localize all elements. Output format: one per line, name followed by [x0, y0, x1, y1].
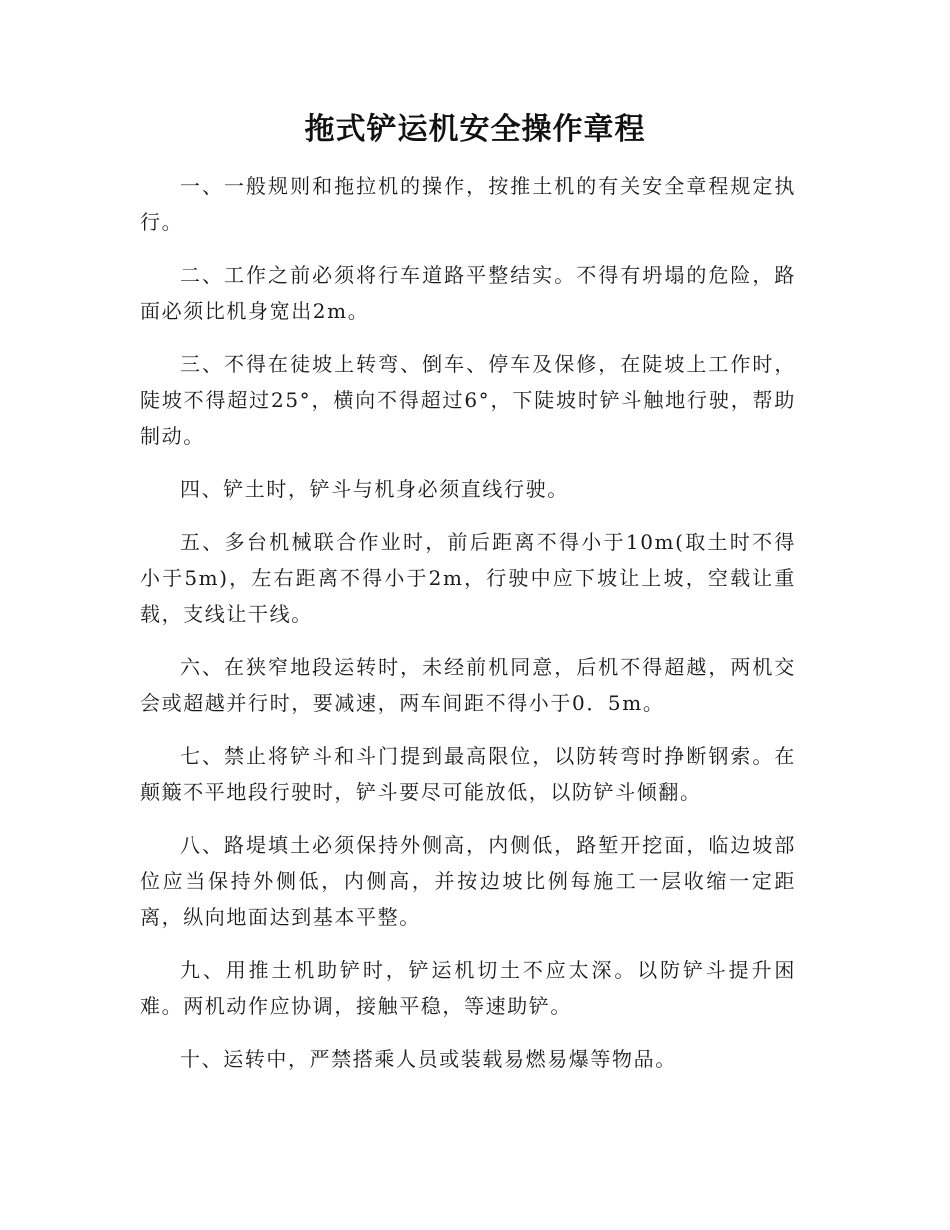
- paragraph-1: 一、一般规则和拖拉机的操作，按推土机的有关安全章程规定执行。: [140, 174, 796, 234]
- paragraph-7: 七、禁止将铲斗和斗门提到最高限位，以防转弯时挣断钢索。在颠簸不平地段行驶时，铲斗要尽可能放低，以防铲斗倾翻。: [140, 744, 796, 804]
- paragraph-3: 三、不得在徒坡上转弯、倒车、停车及保修，在陡坡上工作时，陡坡不得超过25°，横向不得超过6°，下陡坡时铲斗触地行驶，帮助制动。: [140, 352, 796, 448]
- paragraph-5: 五、多台机械联合作业时，前后距离不得小于10m(取土时不得小于5m)，左右距离不得小于2m，行驶中应下坡让上坡，空载让重载，支线让干线。: [140, 530, 796, 626]
- paragraph-2: 二、工作之前必须将行车道路平整结实。不得有坍塌的危险，路面必须比机身宽出2m。: [140, 263, 796, 323]
- document-body: [140, 168, 796, 1094]
- paragraph-8: 八、路堤填土必须保持外侧高，内侧低，路堑开挖面，临边坡部位应当保持外侧低，内侧高，并按边坡比例每施工一层收缩一定距离，纵向地面达到基本平整。: [140, 833, 796, 929]
- paragraph-4: 四、铲土时，铲斗与机身必须直线行驶。: [180, 477, 569, 501]
- paragraph-6: 六、在狭窄地段运转时，未经前机同意，后机不得超越，两机交会或超越并行时，要减速，两车间距不得小于0．5m。: [140, 655, 796, 715]
- paragraph-9: 九、用推土机助铲时，铲运机切土不应太深。以防铲斗提升困难。两机动作应协调，接触平稳，等速助铲。: [140, 958, 796, 1018]
- document-title: 拖式铲运机安全操作章程: [304, 112, 646, 147]
- paragraph-10: 十、运转中，严禁搭乘人员或装载易燃易爆等物品。: [180, 1047, 677, 1071]
